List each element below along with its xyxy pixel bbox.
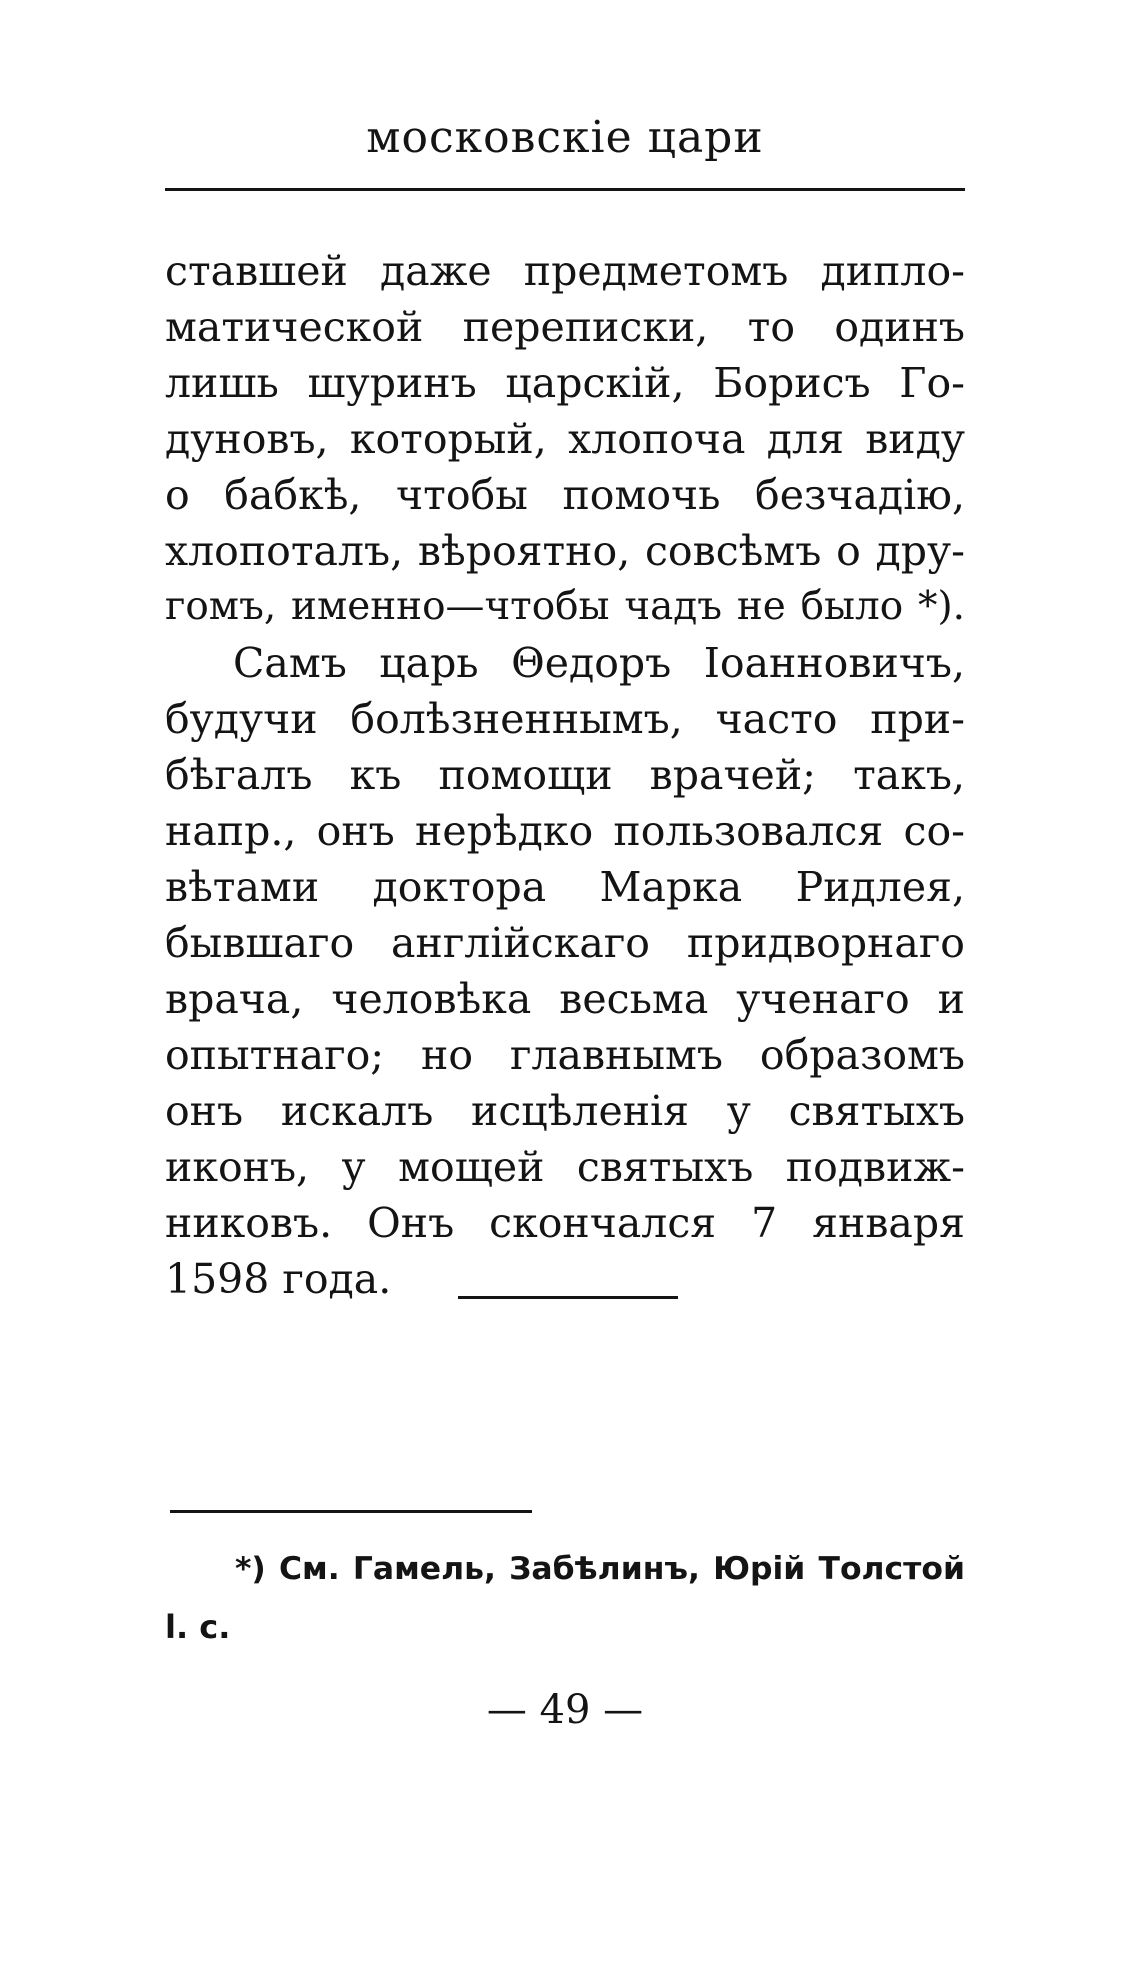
footnote-line: *) См. Гамель, Забѣлинъ, Юрій Толстой xyxy=(235,1551,965,1587)
text-line: Самъ царь Θедоръ Іоанновичъ, xyxy=(233,639,965,687)
text-line: гомъ, именно—чтобы чадъ не было *). xyxy=(165,584,965,629)
section-divider xyxy=(458,1296,678,1299)
text-line: бѣгалъ къ помощи врачей; такъ, xyxy=(165,751,965,799)
paragraph-1 xyxy=(165,243,965,635)
running-head: московскіе цари xyxy=(366,112,764,163)
text-line: матической переписки, то одинъ xyxy=(165,303,965,351)
page-number: — 49 — xyxy=(486,1687,644,1733)
text-line: о бабкѣ, чтобы помочь безчадію, xyxy=(165,471,965,519)
text-line: дуновъ, который, хлопоча для виду xyxy=(165,415,965,463)
text-line: опытнаго; но главнымъ образомъ xyxy=(165,1031,965,1079)
paragraph-2 xyxy=(165,635,965,1307)
text-line: хлопоталъ, вѣроятно, совсѣмъ о дру- xyxy=(165,527,965,575)
text-line: напр., онъ нерѣдко пользовался со- xyxy=(165,807,965,855)
text-line: врача, человѣка весьма ученаго и xyxy=(165,975,965,1023)
text-line: лишь шуринъ царскій, Борисъ Го- xyxy=(165,359,965,407)
text-line: бывшаго англійскаго придворнаго xyxy=(165,919,965,967)
text-line: иконъ, у мощей святыхъ подвиж- xyxy=(165,1143,965,1191)
text-line: никовъ. Онъ скончался 7 января xyxy=(165,1199,965,1247)
text-line: ставшей даже предметомъ дипло- xyxy=(165,247,965,295)
text-line: вѣтами доктора Марка Ридлея, xyxy=(165,863,965,911)
body-text xyxy=(165,243,965,1307)
footnote-line: l. c. xyxy=(165,1608,231,1646)
text-line: онъ искалъ исцѣленія у святыхъ xyxy=(165,1087,965,1135)
header-rule xyxy=(165,188,965,191)
footnote xyxy=(165,1540,965,1656)
text-line: 1598 года. xyxy=(165,1255,392,1303)
footnote-rule xyxy=(170,1510,532,1513)
text-line: будучи болѣзненнымъ, часто при- xyxy=(165,695,965,743)
